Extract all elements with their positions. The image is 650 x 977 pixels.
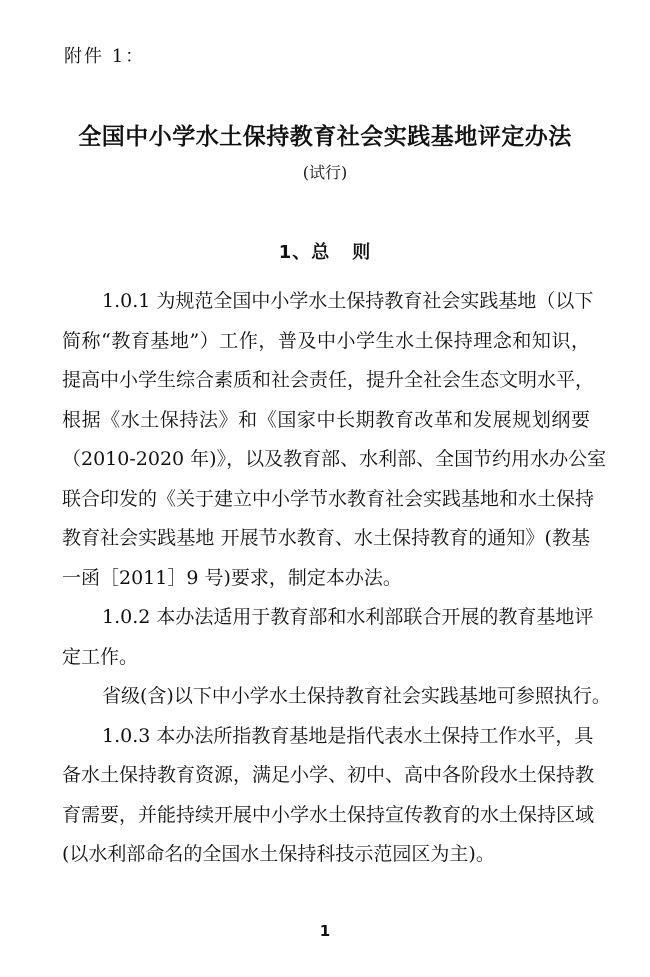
paragraph-line: 根据《水土保持法》和《国家中长期教育改革和发展规划纲要 <box>62 408 590 431</box>
body-text <box>62 282 611 875</box>
section-number: 1、总 <box>278 242 331 263</box>
paragraph-line: 1.0.2 本办法适用于教育部和水利部联合开展的教育基地评 <box>102 606 594 628</box>
paragraph-line: （2010-2020 年)》，以及教育部、水利部、全国节约用水办公室 <box>62 448 607 470</box>
section-name: 则 <box>352 242 372 263</box>
paragraph-line: 1.0.3 本办法所指教育基地是指代表水土保持工作水平，具 <box>102 724 594 747</box>
paragraph-line: 教育社会实践基地 开展节水教育、水土保持教育的通知》(教基 <box>62 527 590 549</box>
document-title: 全国中小学水土保持教育社会实践基地评定办法 <box>78 124 572 150</box>
paragraph-line: 育需要，并能持续开展中小学水土保持宣传教育的水土保持区域 <box>62 803 595 826</box>
paragraph-line: 联合印发的《关于建立中小学节水教育社会实践基地和水土保持 <box>62 487 595 510</box>
paragraph-line: 备水土保持教育资源，满足小学、初中、高中各阶段水土保持教 <box>62 764 595 786</box>
paragraph-line: 定工作。 <box>62 645 139 668</box>
paragraph-line: 简称“教育基地”）工作，普及中小学生水土保持理念和知识， <box>62 329 590 352</box>
section-heading <box>0 238 650 264</box>
page-number: 1 <box>319 922 331 940</box>
paragraph-line: 1.0.1 为规范全国中小学水土保持教育社会实践基地（以下 <box>102 290 594 312</box>
attachment-label: 附件 1： <box>64 46 146 67</box>
paragraph-line: 省级(含)以下中小学水土保持教育社会实践基地可参照执行。 <box>102 685 611 707</box>
document-subtitle: (试行) <box>302 163 348 182</box>
paragraph-line: 提高中小学生综合素质和社会责任，提升全社会生态文明水平， <box>62 369 595 391</box>
paragraph-line: (以水利部命名的全国水土保持科技示范园区为主)。 <box>62 843 495 865</box>
paragraph-line: 一函［2011］9 号)要求，制定本办法。 <box>62 566 402 589</box>
